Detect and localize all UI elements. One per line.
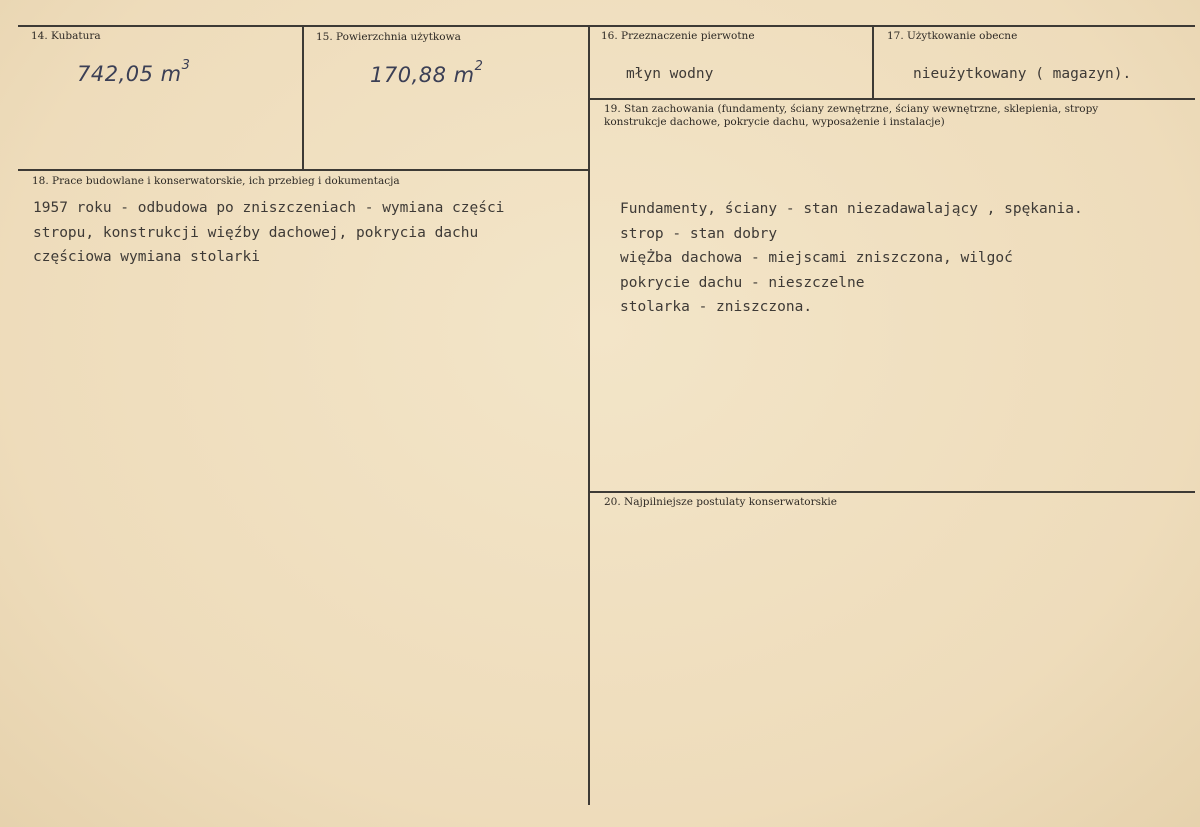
value-przeznaczenie: młyn wodny — [626, 66, 714, 82]
value-powierzchnia-text: 170,88 m — [370, 63, 475, 87]
top-border-line — [18, 25, 1195, 27]
label-stan: 19. Stan zachowania (fundamenty, ściany zewnętrzne, ściany wewnętrzne, sklepienia, stropy konstrukcje dachowe, pokrycie dachu, wyposażenie i instalacje) — [604, 103, 1099, 128]
stan-line: Fundamenty, ściany - stan niezadawalający , spękania. — [620, 201, 1083, 217]
divider-vertical-main — [588, 27, 590, 805]
value-uzytkowanie: nieużytkowany ( magazyn). — [913, 66, 1132, 82]
prace-text-block — [33, 196, 504, 270]
label-powierzchnia: 15. Powierzchnia użytkowa — [316, 31, 461, 43]
stan-line: pokrycie dachu - nieszczelne — [620, 274, 865, 291]
label-postulaty: 20. Najpilniejsze postulaty konserwatorskie — [604, 496, 837, 508]
prace-line: stropu, konstrukcji więźby dachowej, pokrycia dachu — [33, 224, 479, 241]
value-kubatura — [77, 58, 191, 86]
stan-text-block — [620, 197, 1083, 320]
divider-horizontal-right-mid — [589, 491, 1195, 493]
stan-line: stolarka - zniszczona. — [620, 299, 813, 315]
label-uzytkowanie: 17. Użytkowanie obecne — [887, 30, 1018, 42]
label-prace: 18. Prace budowlane i konserwatorskie, ich przebieg i dokumentacja — [32, 175, 400, 187]
divider-vertical-uzytkowanie — [872, 27, 874, 99]
value-powierzchnia — [370, 59, 484, 87]
value-kubatura-text: 742,05 m — [77, 62, 182, 86]
label-kubatura: 14. Kubatura — [31, 30, 101, 42]
divider-vertical-kubatura — [302, 27, 304, 170]
value-powierzchnia-exponent: 2 — [474, 59, 484, 74]
prace-line: częściowa wymiana stolarki — [33, 249, 260, 265]
label-przeznaczenie: 16. Przeznaczenie pierwotne — [601, 30, 755, 42]
value-kubatura-exponent: 3 — [181, 58, 191, 73]
prace-line: 1957 roku - odbudowa po zniszczeniach - wymiana części — [33, 200, 505, 216]
divider-horizontal-left — [18, 169, 589, 171]
stan-line: strop - stan dobry — [620, 225, 778, 242]
stan-line: więŻba dachowa - miejscami zniszczona, wilgoć — [620, 250, 1013, 266]
divider-horizontal-right-top — [589, 98, 1195, 100]
